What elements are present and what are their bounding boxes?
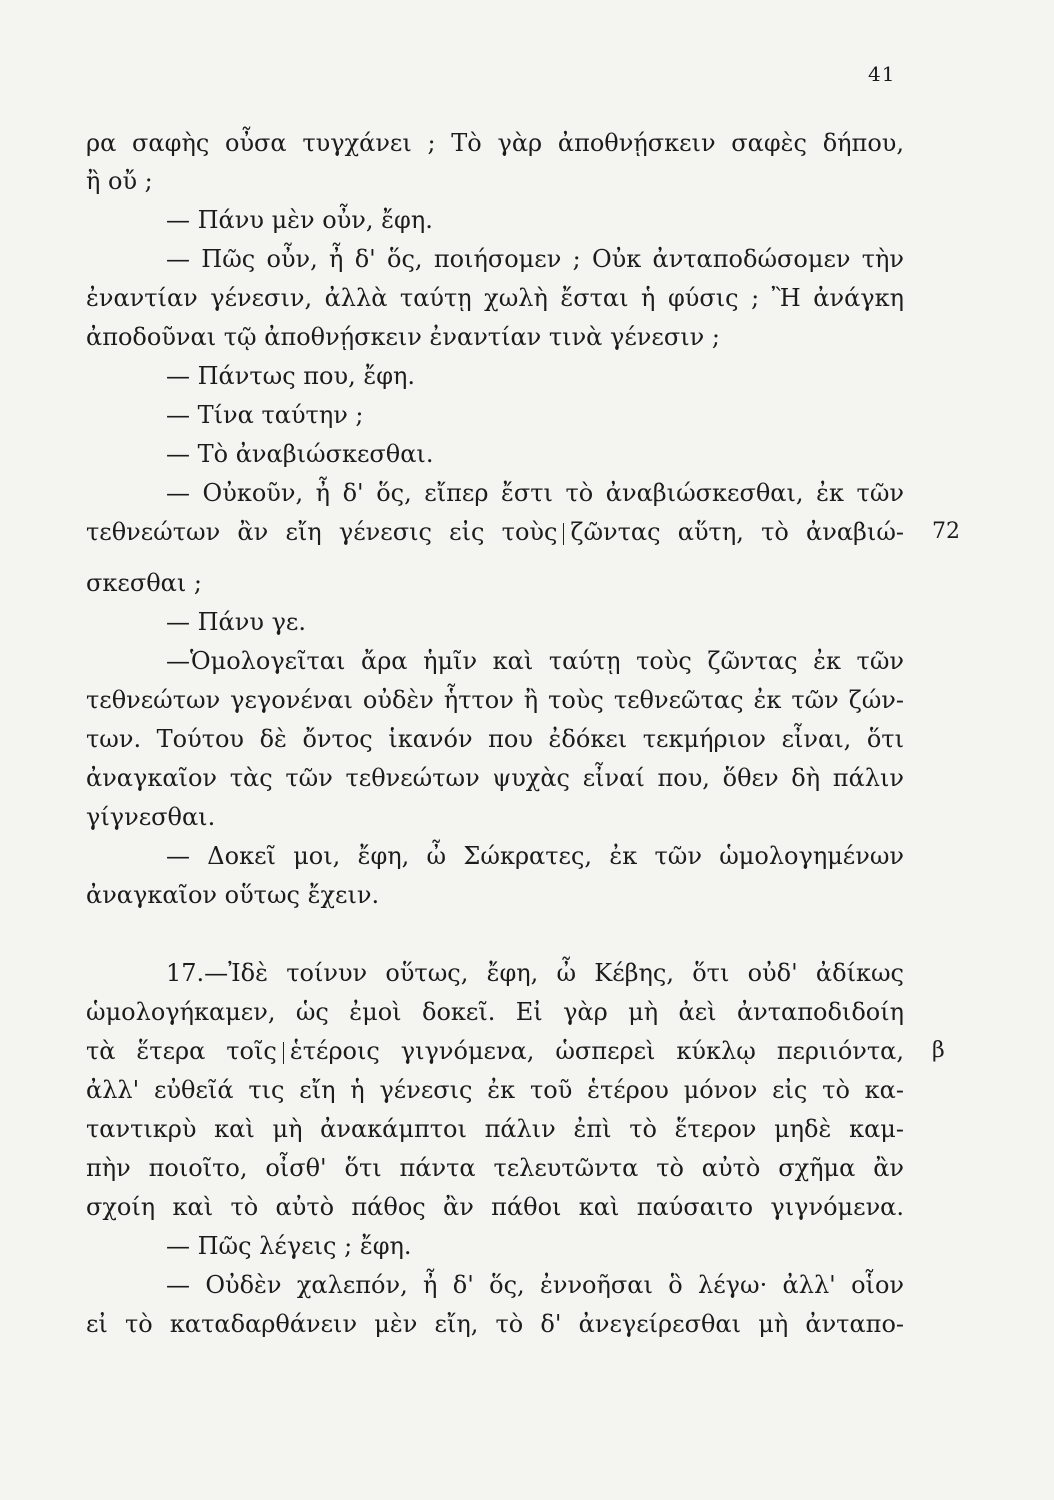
text-line-7: — Πάντως που, ἔφη. (166, 362, 416, 390)
text-line-11-part-1: τεθνεώτων ἂν εἴη γένεσις εἰς τοὺς (86, 518, 558, 546)
text-line-24: ἀλλ' εὐθεῖά τις εἴη ἡ γένεσις ἐκ τοῦ ἑτέρου μόνον εἰς τὸ κα- (86, 1076, 904, 1104)
text-line-9: — Τὸ ἀναβιώσκεσθαι. (166, 440, 434, 468)
text-line-23-part-1: τὰ ἕτερα τοῖς (86, 1037, 277, 1065)
text-line-14: —Ὁμολογεῖται ἄρα ἡμῖν καὶ ταύτῃ τοὺς ζῶντας ἐκ τῶν (166, 647, 904, 675)
text-line-11-part-2: ζῶντας αὕτη, τὸ ἀναβιώ- (570, 518, 904, 546)
text-line-5: ἐναντίαν γένεσιν, ἀλλὰ ταύτῃ χωλὴ ἔσται ἡ φύσις ; Ἢ ἀνάγκη (86, 284, 904, 312)
text-line-6: ἀποδοῦναι τῷ ἀποθνῄσκειν ἐναντίαν τινὰ γένεσιν ; (86, 323, 720, 351)
text-line-17: ἀναγκαῖον τὰς τῶν τεθνεώτων ψυχὰς εἶναί που, ὅθεν δὴ πάλιν (86, 764, 904, 792)
text-line-3: — Πάνυ μὲν οὖν, ἔφη. (166, 206, 433, 234)
margin-ref-b: β (932, 1038, 945, 1063)
text-line-4: — Πῶς οὖν, ἦ δ' ὅς, ποιήσομεν ; Οὐκ ἀνταποδώσομεν τὴν (166, 245, 904, 273)
margin-ref-72: 72 (932, 519, 960, 544)
text-line-11 (86, 517, 904, 547)
text-line-28: — Πῶς λέγεις ; ἔφη. (166, 1232, 412, 1260)
page-break-marker (283, 1042, 284, 1064)
text-line-1: ρα σαφὴς οὖσα τυγχάνει ; Τὸ γὰρ ἀποθνῄσκειν σαφὲς δήπου, (86, 129, 904, 157)
text-line-23 (86, 1036, 904, 1066)
text-line-22: ὡμολογήκαμεν, ὡς ἐμοὶ δοκεῖ. Εἰ γὰρ μὴ ἀεὶ ἀνταποδιδοίη (86, 998, 904, 1026)
text-line-25: ταντικρὺ καὶ μὴ ἀνακάμπτοι πάλιν ἐπὶ τὸ ἕτερον μηδὲ καμ- (86, 1115, 904, 1143)
text-line-27: σχοίη καὶ τὸ αὐτὸ πάθος ἂν πάθοι καὶ παύσαιτο γιγνόμενα. (86, 1193, 904, 1221)
text-line-12: σκεσθαι ; (86, 569, 202, 597)
text-line-21: 17.—Ἰδὲ τοίνυν οὕτως, ἔφη, ὦ Κέβης, ὅτι οὐδ' ἀδίκως (166, 959, 904, 987)
page-number: 41 (868, 62, 896, 86)
text-line-20: ἀναγκαῖον οὕτως ἔχειν. (86, 881, 380, 909)
text-line-19: — Δοκεῖ μοι, ἔφη, ὦ Σώκρατες, ἐκ τῶν ὡμολογημένων (166, 842, 904, 870)
text-line-29: — Οὐδὲν χαλεπόν, ἦ δ' ὅς, ἐννοῆσαι ὃ λέγω· ἀλλ' οἷον (166, 1271, 904, 1299)
text-line-30: εἰ τὸ καταδαρθάνειν μὲν εἴη, τὸ δ' ἀνεγείρεσθαι μὴ ἀνταπο- (86, 1310, 904, 1338)
page-break-marker (563, 523, 564, 545)
text-line-23-part-2: ἑτέροις γιγνόμενα, ὡσπερεὶ κύκλῳ περιιόντα, (289, 1037, 904, 1065)
text-line-16: των. Τούτου δὲ ὄντος ἱκανόν που ἐδόκει τεκμήριον εἶναι, ὅτι (86, 725, 904, 753)
text-line-2: ἢ οὔ ; (86, 167, 153, 195)
text-line-13: — Πάνυ γε. (166, 608, 306, 636)
text-line-10: — Οὐκοῦν, ἦ δ' ὅς, εἴπερ ἔστι τὸ ἀναβιώσκεσθαι, ἐκ τῶν (166, 479, 904, 507)
text-line-8: — Τίνα ταύτην ; (166, 401, 364, 429)
text-line-18: γίγνεσθαι. (86, 803, 216, 831)
text-line-26: πὴν ποιοῖτο, οἶσθ' ὅτι πάντα τελευτῶντα τὸ αὐτὸ σχῆμα ἂν (86, 1154, 904, 1182)
text-line-15: τεθνεώτων γεγονέναι οὐδὲν ἧττον ἢ τοὺς τεθνεῶτας ἐκ τῶν ζών- (86, 686, 904, 714)
